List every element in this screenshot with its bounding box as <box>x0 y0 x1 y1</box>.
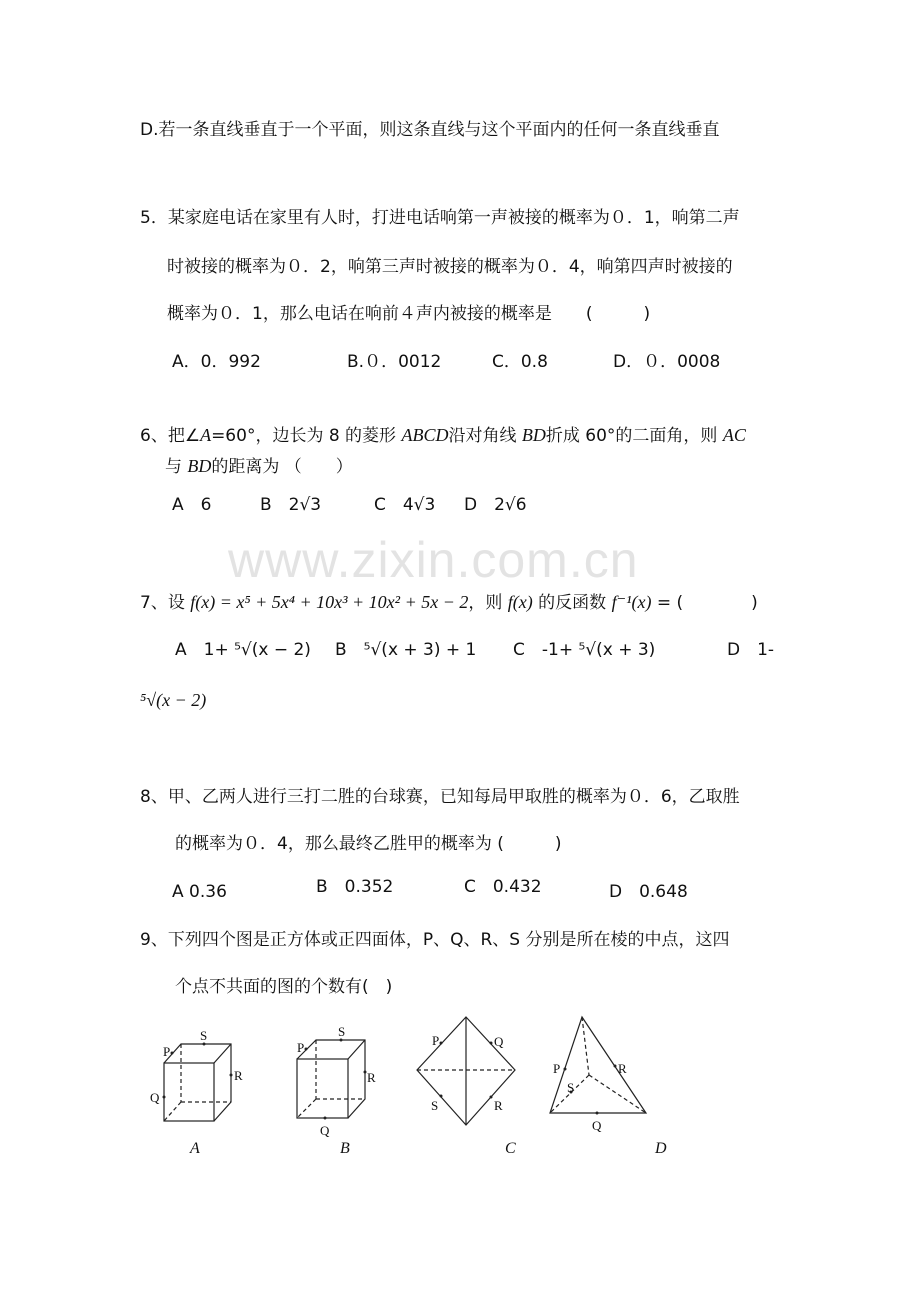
point-label: R <box>618 1061 627 1076</box>
point-label: Q <box>592 1118 602 1133</box>
question-6-option-b: B 2√3 <box>260 495 322 515</box>
point-label: R <box>234 1068 243 1083</box>
text: =60°，边长为 8 的菱形 <box>211 426 402 446</box>
text: ，则 <box>468 593 508 613</box>
figure-caption: C <box>505 1140 516 1157</box>
math: A <box>200 425 212 445</box>
point-label: P <box>432 1033 440 1048</box>
text: 与 <box>165 457 188 477</box>
question-6-option-a: A 6 <box>172 495 212 515</box>
figure-caption: A <box>190 1140 200 1157</box>
text: 7、设 <box>140 593 191 613</box>
question-8-option-a: A 0.36 <box>172 882 227 902</box>
figure-b-cube <box>297 1024 376 1157</box>
question-7-option-b: B ⁵√(x + 3) + 1 <box>335 640 477 660</box>
question-6-option-d: D 2√6 <box>464 495 527 515</box>
math: ABCD <box>401 425 449 445</box>
question-5-option-c: C．0.8 <box>492 352 548 372</box>
point-label: S <box>338 1024 346 1039</box>
point-label: Q <box>494 1034 504 1049</box>
formula: f(x) = x⁵ + 5x⁴ + 10x³ + 10x² + 5x − 2 <box>190 592 469 612</box>
point-label: Q <box>320 1123 330 1138</box>
text: 沿对角线 <box>448 426 522 446</box>
figure-caption: B <box>340 1140 350 1157</box>
point-label: S <box>431 1098 439 1113</box>
text: 的反函数 <box>532 593 612 613</box>
figure-c-tetrahedron <box>417 1017 516 1157</box>
question-9-line-1: 9、下列四个图是正方体或正四面体，P、Q、R、S 分别是所在棱的中点，这四 <box>140 930 730 950</box>
point-label: S <box>200 1028 208 1043</box>
math: BD <box>187 456 212 476</box>
text: 的距离为 （ ） <box>211 457 353 477</box>
figure-a-cube <box>150 1028 243 1157</box>
figure-caption: D <box>655 1140 667 1157</box>
question-8-line-2: 的概率为０．4，那么最终乙胜甲的概率为 ( ) <box>175 834 562 854</box>
question-5-line-3: 概率为０．1，那么电话在响前４声内被接的概率是 ( ) <box>167 304 651 324</box>
point-label: P <box>553 1061 561 1076</box>
question-7-option-d-continued: ⁵√(x − 2) <box>140 690 207 710</box>
math: AC <box>722 425 746 445</box>
question-7-option-a: A 1+ ⁵√(x − 2) <box>175 640 311 660</box>
figure-d-tetrahedron <box>550 1017 667 1157</box>
question-5-option-d: D．０．0008 <box>613 352 721 372</box>
question-7-option-d: D 1- <box>727 640 775 660</box>
point-label: S <box>567 1080 575 1095</box>
question-7-option-c: C -1+ ⁵√(x + 3) <box>513 640 656 660</box>
question-5-line-2: 时被接的概率为０．2，响第三声时被接的概率为０．4，响第四声时被接的 <box>167 257 733 277</box>
question-8-option-c: C 0.432 <box>464 877 542 897</box>
question-5-line-1: 5．某家庭电话在家里有人时，打进电话响第一声被接的概率为０．1，响第二声 <box>140 208 740 228</box>
text: 折成 60°的二面角，则 <box>545 426 723 446</box>
question-8-option-b: B 0.352 <box>316 877 394 897</box>
math: f⁻¹(x) <box>611 592 652 612</box>
math: f(x) <box>507 592 533 612</box>
question-4-option-d: D.若一条直线垂直于一个平面，则这条直线与这个平面内的任何一条直线垂直 <box>140 120 720 140</box>
math: BD <box>521 425 546 445</box>
watermark: www.zixin.com.cn <box>228 532 639 588</box>
point-label: R <box>367 1070 376 1085</box>
question-6-option-c: C 4√3 <box>374 495 436 515</box>
text: 6、把∠ <box>140 426 201 446</box>
question-8-line-1: 8、甲、乙两人进行三打二胜的台球赛，已知每局甲取胜的概率为０．6，乙取胜 <box>140 787 740 807</box>
point-label: P <box>297 1040 305 1055</box>
question-5-option-b: B.０．0012 <box>347 352 442 372</box>
text: = ( ) <box>651 593 758 613</box>
point-label: R <box>494 1098 503 1113</box>
question-9-line-2: 个点不共面的图的个数有( ) <box>175 977 393 997</box>
question-5-option-a: A．0．992 <box>172 352 261 372</box>
question-8-option-d: D 0.648 <box>609 882 688 902</box>
point-label: P <box>163 1044 171 1059</box>
point-label: Q <box>150 1090 160 1105</box>
